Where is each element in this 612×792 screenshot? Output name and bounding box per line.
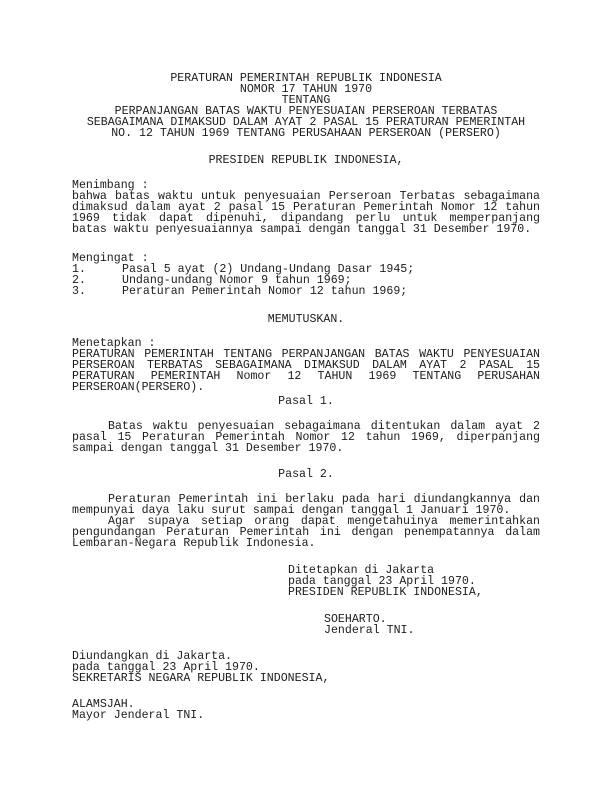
item-text: Peraturan Pemerintah Nomor 12 tahun 1969;	[122, 285, 408, 298]
title-line-1: PERATURAN PEMERINTAH REPUBLIK INDONESIA	[170, 72, 442, 85]
item-number: 3.	[72, 285, 86, 298]
title-line-4: PERPANJANGAN BATAS WAKTU PENYESUAIAN PERSEROAN TERBATAS	[114, 105, 498, 118]
enactment-place: Ditetapkan di Jakarta	[288, 564, 435, 577]
enactment-rank: Jenderal TNI.	[324, 624, 415, 637]
pasal-1-line: Batas waktu penyesuaian sebagaimana ditentukan dalam ayat 2	[108, 420, 540, 433]
menimbang-line: 1969 tidak dapat dipenuhi, dipandang perlu untuk memperpanjang	[72, 212, 540, 225]
item-number: 1.	[72, 263, 86, 276]
title-line-5: SEBAGAIMANA DIMAKSUD DALAM AYAT 2 PASAL 15 PERATURAN PEMERINTAH	[86, 116, 526, 129]
pasal-1-line: pasal 15 Peraturan Pemerintah Nomor 12 tahun 1969, diperpanjang	[72, 431, 540, 444]
menetapkan-line: PERSEROAN TERBATAS SEBAGAIMANA DIMAKSUD DALAM AYAT 2 PASAL 15	[72, 359, 540, 372]
title-line-6: NO. 12 TAHUN 1969 TENTANG PERUSAHAAN PERSEROAN (PERSERO)	[111, 127, 501, 140]
pasal-2-line: Lembaran-Negara Republik Indonesia.	[72, 537, 316, 550]
pasal-2-line: mempunyai daya laku surut sampai dengan tanggal 1 Januari 1970.	[72, 504, 511, 517]
issuer-line: PRESIDEN REPUBLIK INDONESIA,	[208, 154, 404, 167]
pasal-2-line: Agar supaya setiap orang dapat mengetahuinya memerintahkan	[108, 515, 540, 528]
pasal-1-line: sampai dengan tanggal 31 Desember 1970.	[72, 442, 344, 455]
enactment-name: SOEHARTO.	[324, 613, 387, 626]
menimbang-line: dimaksud dalam ayat 2 pasal 15 Peraturan Pemerintah Nomor 12 tahun	[72, 201, 540, 214]
menetapkan-line: PERATURAN PEMERINTAH TENTANG PERPANJANGAN BATAS WAKTU PENYESUAIAN	[72, 348, 540, 361]
enactment-office: PRESIDEN REPUBLIK INDONESIA,	[288, 586, 483, 599]
mengingat-item	[72, 286, 407, 297]
menetapkan-line: PERATURAN PEMERINTAH Nomor 12 TAHUN 1969 TENTANG PERUSAHAN	[72, 370, 540, 383]
pasal-2-line: pengundangan Peraturan Pemerintah ini dengan penempatannya dalam	[72, 526, 540, 539]
promulgation-rank: Mayor Jenderal TNI.	[72, 709, 205, 722]
promulgation-place: Diundangkan di Jakarta.	[72, 650, 233, 663]
pasal-2-heading: Pasal 2.	[278, 468, 334, 481]
title-line-3: TENTANG	[281, 94, 331, 107]
pasal-2-line: Peraturan Pemerintah ini berlaku pada hari diundangkannya dan	[108, 493, 540, 506]
menetapkan-line: PERSEROAN(PERSERO).	[72, 381, 205, 394]
memutuskan-heading: MEMUTUSKAN.	[267, 313, 345, 326]
item-number: 2.	[72, 274, 86, 287]
promulgation-name: ALAMSJAH.	[72, 698, 135, 711]
promulgation-date: pada tanggal 23 April 1970.	[72, 661, 260, 674]
item-text: Undang-undang Nomor 9 tahun 1969;	[122, 274, 352, 287]
promulgation-office: SEKRETARIS NEGARA REPUBLIK INDONESIA,	[72, 672, 330, 685]
item-text: Pasal 5 ayat (2) Undang-Undang Dasar 1945;	[122, 263, 415, 276]
menetapkan-label: Menetapkan :	[72, 337, 156, 350]
menimbang-label: Menimbang :	[72, 179, 149, 192]
menimbang-line: batas waktu penyesuaiannya sampai dengan tanggal 31 Desember 1970.	[72, 223, 532, 236]
menimbang-line: bahwa batas waktu untuk penyesuaian Perseroan Terbatas sebagaimana	[72, 190, 540, 203]
pasal-1-heading: Pasal 1.	[278, 395, 334, 408]
mengingat-label: Mengingat :	[72, 252, 149, 265]
enactment-date: pada tanggal 23 April 1970.	[288, 575, 476, 588]
title-line-2: NOMOR 17 TAHUN 1970	[239, 83, 373, 96]
